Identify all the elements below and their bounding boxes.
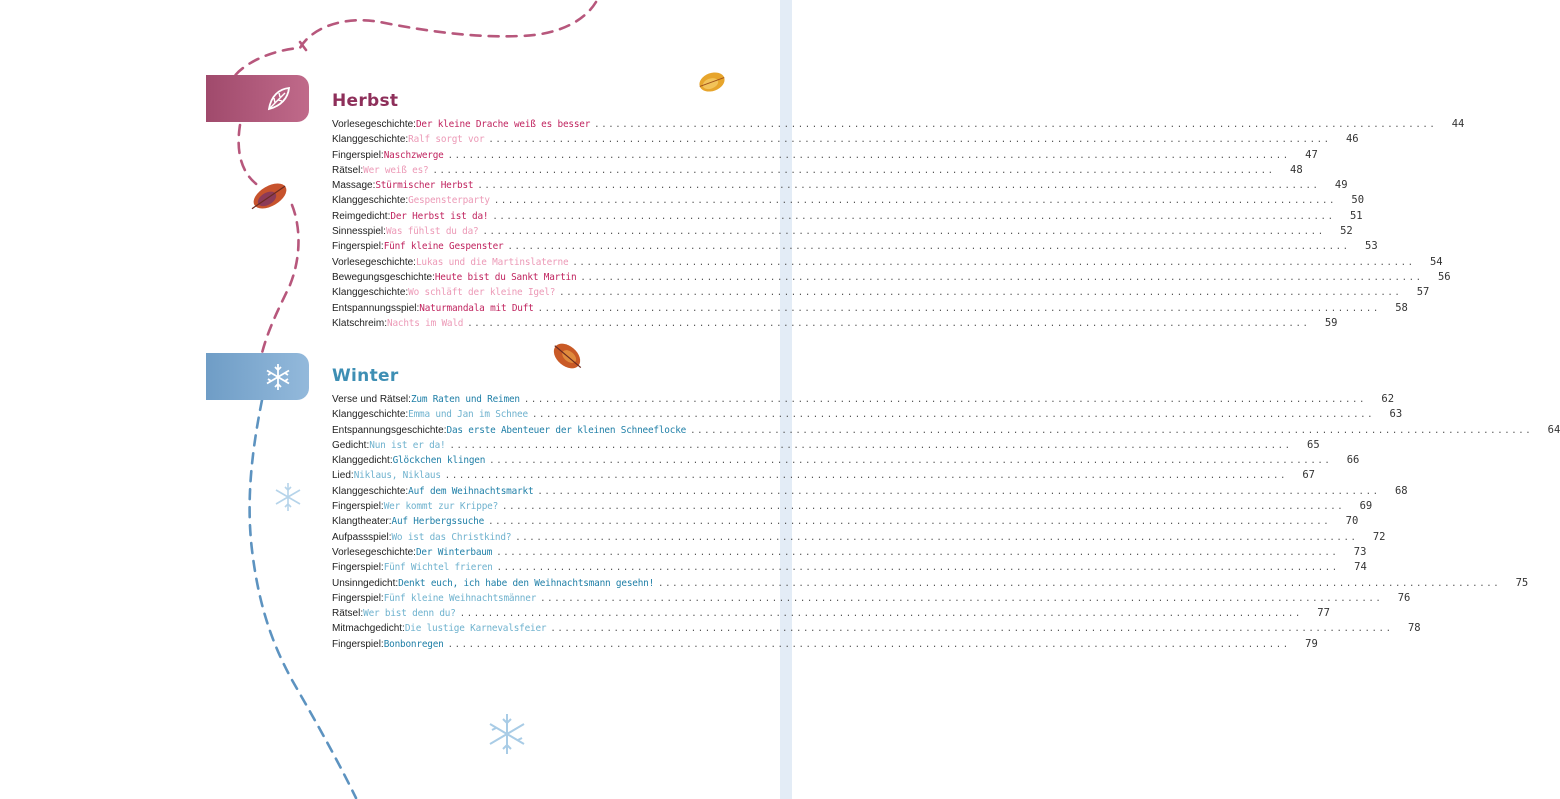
toc-entry[interactable]: [332, 316, 1338, 331]
toc-leader-dots: ........................................................................................................................: [477, 181, 1320, 192]
snowflake-icon: [263, 362, 293, 392]
toc-entry-page: 72: [1372, 530, 1386, 543]
toc-leader-dots: ........................................................................................................................: [523, 395, 1367, 405]
toc-leader-dots: ........................................................................................................................: [447, 639, 1290, 650]
toc-entry-title: Der Winterbaum: [415, 546, 493, 558]
toc-entry-title: Denkt euch, ich habe den Weihnachtsmann gesehn!: [398, 577, 655, 589]
toc-entry-page: 65: [1307, 438, 1320, 451]
toc-entry-page: 50: [1351, 194, 1365, 207]
toc-entry-category: Rätsel: [332, 608, 361, 620]
toc-entry-page: 57: [1416, 286, 1430, 299]
toc-entry-separator: :: [360, 164, 364, 176]
toc-entry-title: Glöckchen klingen: [392, 455, 486, 467]
toc-leader-dots: ........................................................................................................................: [488, 517, 1331, 528]
toc-entry-page: 79: [1305, 637, 1318, 650]
herbst-tab: [206, 75, 309, 122]
toc-entry-category: Klanggeschichte: [332, 287, 406, 299]
toc-leader-dots: ........................................................................................................................: [594, 120, 1437, 130]
toc-entry[interactable]: [332, 224, 1353, 239]
toc-entry[interactable]: [332, 530, 1386, 545]
toc-entry-category: Fingerspiel: [332, 241, 381, 253]
toc-entry[interactable]: [332, 255, 1443, 270]
toc-entry-page: 53: [1365, 240, 1378, 253]
toc-entry[interactable]: [332, 132, 1359, 147]
toc-entry-page: 74: [1354, 561, 1367, 574]
toc-entry-page: 47: [1305, 148, 1318, 161]
toc-entry-title: Wer kommt zur Krippe?: [383, 501, 499, 513]
leaf-icon: [548, 338, 587, 375]
toc-entry-title: Der kleine Drache weiß es besser: [415, 119, 591, 130]
toc-leader-dots: ........................................................................................................................: [690, 425, 1533, 436]
toc-entry-separator: :: [372, 180, 376, 192]
toc-entry-category: Klanggeschichte: [332, 485, 406, 497]
toc-entry-separator: :: [350, 470, 354, 482]
toc-entry-page: 70: [1345, 515, 1359, 528]
toc-entry-separator: :: [405, 287, 409, 299]
toc-entry[interactable]: [332, 117, 1465, 132]
toc-entry-category: Bewegungsgeschichte: [332, 271, 433, 283]
toc-entry-separator: :: [360, 608, 364, 620]
toc-entry-category: Klanggeschichte: [332, 409, 406, 421]
toc-entry-separator: :: [413, 119, 416, 130]
toc-leader-dots: ........................................................................................................................: [580, 272, 1423, 283]
herbst-heading: Herbst: [332, 91, 399, 111]
toc-entry-page: 54: [1429, 255, 1443, 268]
toc-entry-category: Entspannungsspiel: [332, 302, 417, 314]
winter-toc-list: [332, 392, 1560, 652]
toc-entry-separator: :: [405, 134, 409, 146]
toc-leader-dots: ........................................................................................................................: [559, 288, 1402, 299]
toc-entry-category: Lied: [332, 470, 351, 482]
toc-entry-page: 58: [1395, 301, 1408, 314]
toc-leader-dots: ........................................................................................................................: [572, 257, 1415, 268]
toc-entry-category: Fingerspiel: [332, 638, 381, 650]
toc-entry-separator: :: [380, 562, 384, 574]
toc-leader-dots: ........................................................................................................................: [489, 456, 1332, 467]
toc-entry-category: Vorlesegeschichte: [332, 256, 414, 268]
toc-entry-separator: :: [405, 195, 409, 207]
toc-entry-title: Wer bist denn du?: [363, 608, 456, 620]
toc-entry-title: Wo ist das Christkind?: [391, 531, 512, 543]
toc-entry-separator: :: [408, 394, 411, 405]
toc-leader-dots: ........................................................................................................................: [444, 471, 1288, 482]
toc-leader-dots: ........................................................................................................................: [502, 502, 1345, 513]
toc-entry-page: 48: [1290, 163, 1303, 176]
toc-leader-dots: ........................................................................................................................: [540, 593, 1383, 604]
toc-entry[interactable]: [332, 499, 1373, 514]
toc-entry-category: Rätsel: [332, 164, 361, 176]
toc-entry-separator: :: [388, 531, 392, 543]
toc-entry[interactable]: [332, 423, 1560, 438]
toc-entry[interactable]: [332, 392, 1395, 407]
toc-entry-title: Heute bist du Sankt Martin: [434, 271, 577, 283]
toc-entry[interactable]: [332, 637, 1318, 652]
toc-leader-dots: ........................................................................................................................: [537, 303, 1380, 314]
toc-entry-category: Klatschreim: [332, 317, 385, 329]
toc-entry-separator: :: [388, 516, 392, 528]
toc-entry-page: 78: [1407, 622, 1421, 635]
toc-entry-category: Fingerspiel: [332, 501, 381, 513]
toc-entry[interactable]: [332, 407, 1403, 422]
toc-leader-dots: ........................................................................................................................: [658, 578, 1501, 589]
toc-entry-separator: :: [380, 592, 384, 604]
toc-entry-page: 63: [1389, 408, 1403, 421]
toc-entry-title: Nachts im Wald: [387, 317, 464, 329]
toc-entry-page: 62: [1381, 393, 1395, 405]
toc-entry-separator: :: [416, 302, 420, 314]
toc-entry-separator: :: [443, 424, 447, 436]
toc-entry-page: 49: [1334, 179, 1348, 192]
toc-entry-title: Der Herbst ist da!: [390, 210, 489, 222]
toc-entry-page: 68: [1394, 484, 1408, 497]
toc-entry-separator: :: [380, 149, 384, 161]
toc-entry-category: Mitmachgedicht: [332, 623, 403, 635]
toc-entry-page: 51: [1349, 209, 1363, 222]
toc-entry[interactable]: [332, 285, 1430, 300]
toc-entry-category: Klanggeschichte: [332, 195, 406, 207]
toc-leader-dots: ........................................................................................................................: [482, 227, 1325, 238]
toc-entry-separator: :: [380, 241, 384, 253]
toc-entry-category: Vorlesegeschichte: [332, 546, 414, 558]
toc-entry-title: Fünf Wichtel frieren: [383, 562, 493, 574]
toc-entry-page: 46: [1345, 133, 1359, 146]
toc-entry-page: 76: [1397, 591, 1411, 604]
toc-entry-page: 73: [1353, 545, 1367, 558]
toc-entry-separator: :: [380, 501, 384, 513]
toc-leader-dots: ........................................................................................................................: [531, 410, 1375, 421]
leaf-icon: [246, 178, 291, 215]
toc-entry[interactable]: [332, 178, 1348, 193]
toc-entry[interactable]: [332, 560, 1367, 575]
toc-entry-separator: :: [413, 546, 416, 558]
leaf-icon: [697, 69, 728, 95]
toc-entry-category: Klanggedicht: [332, 455, 390, 467]
toc-entry[interactable]: [332, 239, 1378, 254]
toc-entry[interactable]: [332, 209, 1363, 224]
toc-entry-category: Vorlesegeschichte: [332, 119, 414, 130]
toc-entry-separator: :: [405, 409, 409, 421]
toc-entry[interactable]: [332, 484, 1408, 499]
toc-entry-page: 64: [1547, 423, 1560, 436]
toc-entry-title: Zum Raten und Reimen: [410, 394, 520, 405]
toc-leader-dots: ........................................................................................................................: [496, 547, 1339, 558]
toc-entry-page: 52: [1340, 225, 1353, 238]
toc-leader-dots: ........................................................................................................................: [496, 563, 1339, 574]
toc-entry-separator: :: [383, 226, 386, 238]
toc-entry-page: 69: [1359, 500, 1373, 513]
toc-entry-category: Fingerspiel: [332, 562, 381, 574]
toc-entry[interactable]: [332, 453, 1360, 468]
toc-entry[interactable]: [332, 468, 1316, 483]
toc-entry-category: Massage: [332, 180, 373, 192]
toc-entry-title: Bonbonregen: [383, 638, 444, 650]
toc-entry-separator: :: [366, 439, 370, 451]
toc-entry-page: 59: [1324, 316, 1338, 329]
toc-entry-title: Fünf kleine Gespenster: [383, 241, 504, 253]
toc-entry-category: Entspannungsgeschichte: [332, 424, 444, 436]
toc-entry-category: Verse und Rätsel: [332, 394, 409, 405]
toc-entry-title: Naturmandala mit Duft: [419, 302, 534, 314]
toc-entry-title: Das erste Abenteuer der kleinen Schneeflocke: [446, 424, 687, 436]
toc-leader-dots: ........................................................................................................................: [488, 135, 1331, 146]
toc-entry-title: Auf dem Weihnachtsmarkt: [408, 485, 534, 497]
toc-entry-separator: :: [402, 623, 405, 635]
leaf-icon: [263, 84, 293, 114]
toc-entry-separator: :: [389, 455, 393, 467]
toc-entry[interactable]: [332, 514, 1359, 529]
toc-leader-dots: ........................................................................................................................: [447, 150, 1290, 161]
winter-heading: Winter: [332, 366, 399, 386]
toc-entry[interactable]: [332, 163, 1303, 178]
toc-leader-dots: ........................................................................................................................: [550, 624, 1393, 635]
toc-entry-title: Gespensterparty: [408, 195, 490, 207]
toc-entry[interactable]: [332, 148, 1318, 163]
toc-entry[interactable]: [332, 193, 1365, 208]
toc-entry-page: 67: [1302, 469, 1316, 482]
toc-entry-category: Gedicht: [332, 439, 367, 451]
toc-entry-title: Naschzwerge: [383, 149, 444, 161]
toc-entry-page: 44: [1451, 118, 1465, 130]
toc-entry-title: Was fühlst du da?: [385, 226, 479, 238]
toc-entry-category: Klangtheater: [332, 516, 389, 528]
toc-entry-title: Niklaus, Niklaus: [353, 470, 441, 482]
toc-leader-dots: ........................................................................................................................: [492, 211, 1335, 222]
toc-entry-separator: :: [380, 638, 384, 650]
toc-entry-title: Lukas und die Martinslaterne: [415, 256, 569, 268]
toc-entry-page: 77: [1317, 607, 1330, 620]
toc-leader-dots: ........................................................................................................................: [432, 165, 1275, 176]
toc-entry-title: Auf Herbergssuche: [391, 516, 485, 528]
toc-entry[interactable]: [332, 270, 1451, 285]
toc-entry-category: Sinnesspiel: [332, 226, 384, 238]
toc-entry[interactable]: [332, 621, 1421, 636]
toc-leader-dots: ........................................................................................................................: [493, 196, 1337, 207]
toc-leader-dots: ........................................................................................................................: [515, 532, 1358, 543]
toc-entry-title: Emma und Jan im Schnee: [408, 409, 528, 421]
toc-leader-dots: ........................................................................................................................: [449, 440, 1292, 451]
toc-entry-separator: :: [395, 577, 399, 589]
toc-entry-category: Fingerspiel: [332, 592, 381, 604]
toc-entry-page: 56: [1437, 270, 1451, 283]
toc-entry-title: Stürmischer Herbst: [375, 180, 474, 192]
winter-tab: [206, 353, 309, 400]
toc-entry-category: Reimgedicht: [332, 210, 388, 222]
toc-entry[interactable]: [332, 606, 1330, 621]
toc-entry-separator: :: [384, 317, 388, 329]
toc-entry[interactable]: [332, 438, 1320, 453]
herbst-toc-list: [332, 117, 1465, 331]
toc-entry-title: Fünf kleine Weihnachtsmänner: [383, 592, 537, 604]
toc-entry-title: Ralf sorgt vor: [408, 134, 485, 146]
toc-entry[interactable]: [332, 576, 1529, 591]
toc-entry[interactable]: [332, 301, 1408, 316]
toc-entry[interactable]: [332, 545, 1367, 560]
toc-entry-separator: :: [432, 271, 435, 283]
toc-entry-page: 75: [1515, 576, 1529, 589]
toc-entry-title: Wo schläft der kleine Igel?: [408, 287, 556, 299]
snowflake-icon: [490, 714, 524, 754]
toc-entry-category: Aufpassspiel: [332, 531, 389, 543]
toc-entry-title: Nun ist er da!: [369, 439, 446, 451]
toc-entry-category: Klanggeschichte: [332, 134, 406, 146]
toc-entry-title: Die lustige Karnevalsfeier: [404, 623, 547, 635]
toc-leader-dots: ........................................................................................................................: [537, 486, 1380, 497]
toc-entry-page: 66: [1346, 454, 1360, 467]
toc-leader-dots: ........................................................................................................................: [507, 242, 1350, 253]
toc-entry-separator: :: [413, 256, 416, 268]
toc-entry-title: Wer weiß es?: [363, 164, 429, 176]
toc-entry-category: Fingerspiel: [332, 149, 381, 161]
toc-entry-separator: :: [387, 210, 391, 222]
toc-entry-separator: :: [405, 485, 409, 497]
toc-entry[interactable]: [332, 591, 1411, 606]
toc-entry-category: Unsinngedicht: [332, 577, 396, 589]
toc-leader-dots: ........................................................................................................................: [467, 318, 1310, 329]
toc-leader-dots: ........................................................................................................................: [459, 609, 1302, 620]
snowflake-icon: [276, 483, 300, 511]
